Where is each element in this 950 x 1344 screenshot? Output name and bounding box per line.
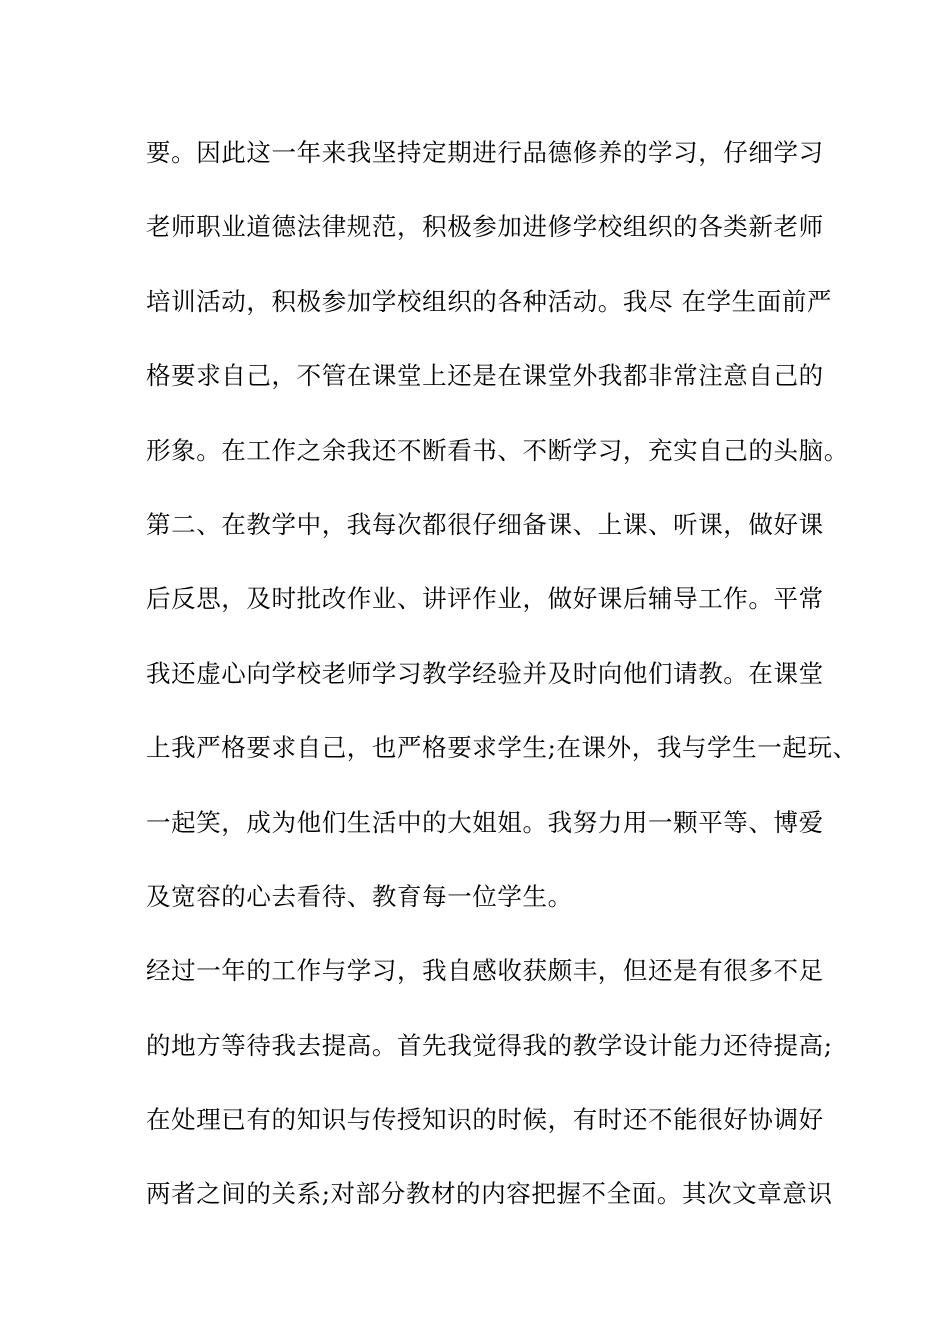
text-line: 在处理已有的知识与传授知识的时候，有时还不能很好协调好 bbox=[146, 1105, 824, 1135]
text-line: 及宽容的心去看待、教育每一位学生。 bbox=[146, 881, 573, 911]
text-line: 的地方等待我去提高。首先我觉得我的教学设计能力还待提高; bbox=[146, 1030, 833, 1060]
text-line: 格要求自己，不管在课堂上还是在课堂外我都非常注意自己的 bbox=[146, 361, 824, 391]
text-line: 我还虚心向学校老师学习教学经验并及时向他们请教。在课堂 bbox=[146, 658, 824, 688]
body-text bbox=[146, 128, 858, 1244]
text-line: 老师职业道德法律规范，积极参加进修学校组织的各类新老师 bbox=[146, 212, 824, 242]
text-line: 两者之间的关系;对部分教材的内容把握不全面。其次文章意识 bbox=[146, 1179, 833, 1209]
text-line: 形象。在工作之余我还不断看书、不断学习，充实自己的头脑。 bbox=[146, 435, 849, 465]
text-line: 要。因此这一年来我坚持定期进行品德修养的学习，仔细学习 bbox=[146, 138, 824, 167]
text-line: 一起笑，成为他们生活中的大姐姐。我努力用一颗平等、博爱 bbox=[146, 807, 824, 837]
text-line: 后反思，及时批改作业、讲评作业，做好课后辅导工作。平常 bbox=[146, 584, 824, 614]
text-line: 培训活动，积极参加学校组织的各种活动。我尽 在学生面前严 bbox=[146, 286, 833, 316]
text-line: 经过一年的工作与学习，我自感收获颇丰，但还是有很多不足 bbox=[146, 956, 824, 986]
text-line: 上我严格要求自己，也严格要求学生;在课外，我与学生一起玩、 bbox=[146, 733, 858, 763]
text-line: 第二、在教学中，我每次都很仔细备课、上课、听课，做好课 bbox=[146, 509, 824, 539]
